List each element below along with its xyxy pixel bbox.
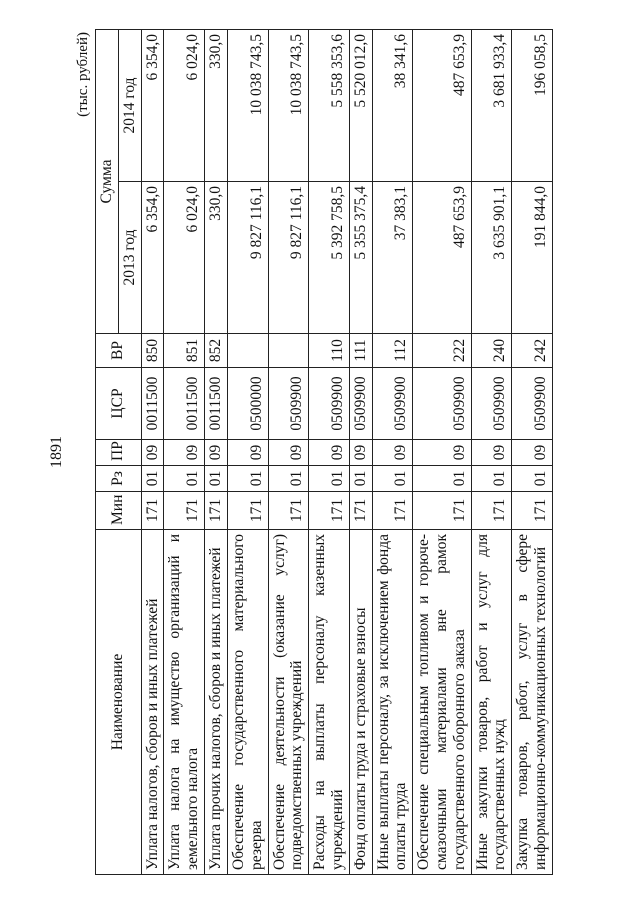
row-2013: 37 383,1: [372, 182, 413, 334]
table-row: [268, 29, 309, 874]
unit-note: (тыс. рублей): [75, 32, 91, 117]
table-row: [309, 29, 350, 874]
header-2013: 2013 год: [118, 182, 141, 334]
row-csr: 0509900: [512, 368, 553, 440]
row-pr: 09: [309, 440, 350, 466]
row-name: Уплата налогов, сборов и иных платежей: [141, 530, 164, 875]
row-csr: 0509900: [309, 368, 350, 440]
table-row: [164, 29, 205, 874]
row-vr: [268, 334, 309, 368]
row-pr: 09: [471, 440, 512, 466]
row-2014: 5 558 353,6: [309, 29, 350, 181]
header-name: Наименование: [96, 530, 142, 875]
row-vr: 240: [471, 334, 512, 368]
row-vr: 850: [141, 334, 164, 368]
row-vr: 851: [164, 334, 205, 368]
header-min: Мин: [96, 492, 142, 530]
table-row: [471, 29, 512, 874]
row-name: Обеспечение специальным топливом и горюче-смазочными материалами вне рамок государственного оборонного заказа: [413, 530, 471, 875]
table-row: [205, 29, 228, 874]
row-rz: 01: [205, 466, 228, 492]
row-name: Фонд оплаты труда и страховые взносы: [349, 530, 372, 875]
row-name: Иные выплаты персоналу, за исключением фонда оплаты труда: [372, 530, 413, 875]
row-name: Уплата налога на имущество организаций и земельного налога: [164, 530, 205, 875]
row-2014: 487 653,9: [413, 29, 471, 181]
row-vr: [227, 334, 268, 368]
row-2014: 10 038 743,5: [227, 29, 268, 181]
row-csr: 0509900: [268, 368, 309, 440]
row-min: 171: [141, 492, 164, 530]
row-min: 171: [227, 492, 268, 530]
row-csr: 0500000: [227, 368, 268, 440]
header-vr: ВР: [96, 334, 142, 368]
row-vr: 242: [512, 334, 553, 368]
row-name: Закупка товаров, работ, услуг в сфере информационно-коммуникационных технологий: [512, 530, 553, 875]
row-min: 171: [413, 492, 471, 530]
row-min: 171: [349, 492, 372, 530]
row-vr: 112: [372, 334, 413, 368]
row-csr: 0509900: [349, 368, 372, 440]
row-2014: 3 681 933,4: [471, 29, 512, 181]
row-rz: 01: [268, 466, 309, 492]
row-min: 171: [372, 492, 413, 530]
row-pr: 09: [141, 440, 164, 466]
row-pr: 09: [268, 440, 309, 466]
row-2014: 10 038 743,5: [268, 29, 309, 181]
row-2013: 6 354,0: [141, 182, 164, 334]
row-2014: 6 354,0: [141, 29, 164, 181]
row-min: 171: [471, 492, 512, 530]
row-rz: 01: [512, 466, 553, 492]
table-row: [141, 29, 164, 874]
header-pr: ПР: [96, 440, 142, 466]
row-2014: 330,0: [205, 29, 228, 181]
row-2014: 38 341,6: [372, 29, 413, 181]
row-min: 171: [268, 492, 309, 530]
row-pr: 09: [413, 440, 471, 466]
row-2013: 9 827 116,1: [227, 182, 268, 334]
row-name: Иные закупки товаров, работ и услуг для государственных нужд: [471, 530, 512, 875]
table-row: [512, 29, 553, 874]
table-row: [372, 29, 413, 874]
header-rz: Рз: [96, 466, 142, 492]
table-row: [349, 29, 372, 874]
row-min: 171: [309, 492, 350, 530]
row-csr: 0509900: [413, 368, 471, 440]
table-row: [413, 29, 471, 874]
row-rz: 01: [164, 466, 205, 492]
row-rz: 01: [141, 466, 164, 492]
row-rz: 01: [309, 466, 350, 492]
row-csr: 0011500: [164, 368, 205, 440]
page-number: 1891: [48, 436, 65, 468]
header-row: [96, 29, 119, 874]
row-pr: 09: [164, 440, 205, 466]
row-rz: 01: [372, 466, 413, 492]
row-2013: 5 355 375,4: [349, 182, 372, 334]
row-min: 171: [205, 492, 228, 530]
row-2014: 6 024,0: [164, 29, 205, 181]
row-2013: 9 827 116,1: [268, 182, 309, 334]
row-csr: 0509900: [372, 368, 413, 440]
row-csr: 0011500: [141, 368, 164, 440]
row-vr: 110: [309, 334, 350, 368]
row-csr: 0509900: [471, 368, 512, 440]
header-csr: ЦСР: [96, 368, 142, 440]
row-2013: 191 844,0: [512, 182, 553, 334]
row-name: Обеспечение государственного материального резерва: [227, 530, 268, 875]
row-csr: 0011500: [205, 368, 228, 440]
row-vr: 852: [205, 334, 228, 368]
row-pr: 09: [205, 440, 228, 466]
row-name: Обеспечение деятельности (оказание услуг) подведомственных учреждений: [268, 530, 309, 875]
row-2013: 6 024,0: [164, 182, 205, 334]
row-pr: 09: [512, 440, 553, 466]
table-row: [227, 29, 268, 874]
row-2013: 487 653,9: [413, 182, 471, 334]
row-min: 171: [512, 492, 553, 530]
row-2013: 3 635 901,1: [471, 182, 512, 334]
row-2013: 5 392 758,5: [309, 182, 350, 334]
row-name: Расходы на выплаты персоналу казенных учреждений: [309, 530, 350, 875]
row-2013: 330,0: [205, 182, 228, 334]
header-sum: Сумма: [96, 29, 119, 333]
row-rz: 01: [349, 466, 372, 492]
row-pr: 09: [227, 440, 268, 466]
row-pr: 09: [372, 440, 413, 466]
row-rz: 01: [227, 466, 268, 492]
row-vr: 222: [413, 334, 471, 368]
rotated-page: [75, 30, 550, 875]
row-min: 171: [164, 492, 205, 530]
row-rz: 01: [413, 466, 471, 492]
row-2014: 196 058,5: [512, 29, 553, 181]
row-2014: 5 520 012,0: [349, 29, 372, 181]
row-name: Уплата прочих налогов, сборов и иных платежей: [205, 530, 228, 875]
row-vr: 111: [349, 334, 372, 368]
budget-table: [95, 29, 553, 875]
row-rz: 01: [471, 466, 512, 492]
row-pr: 09: [349, 440, 372, 466]
header-2014: 2014 год: [118, 29, 141, 181]
